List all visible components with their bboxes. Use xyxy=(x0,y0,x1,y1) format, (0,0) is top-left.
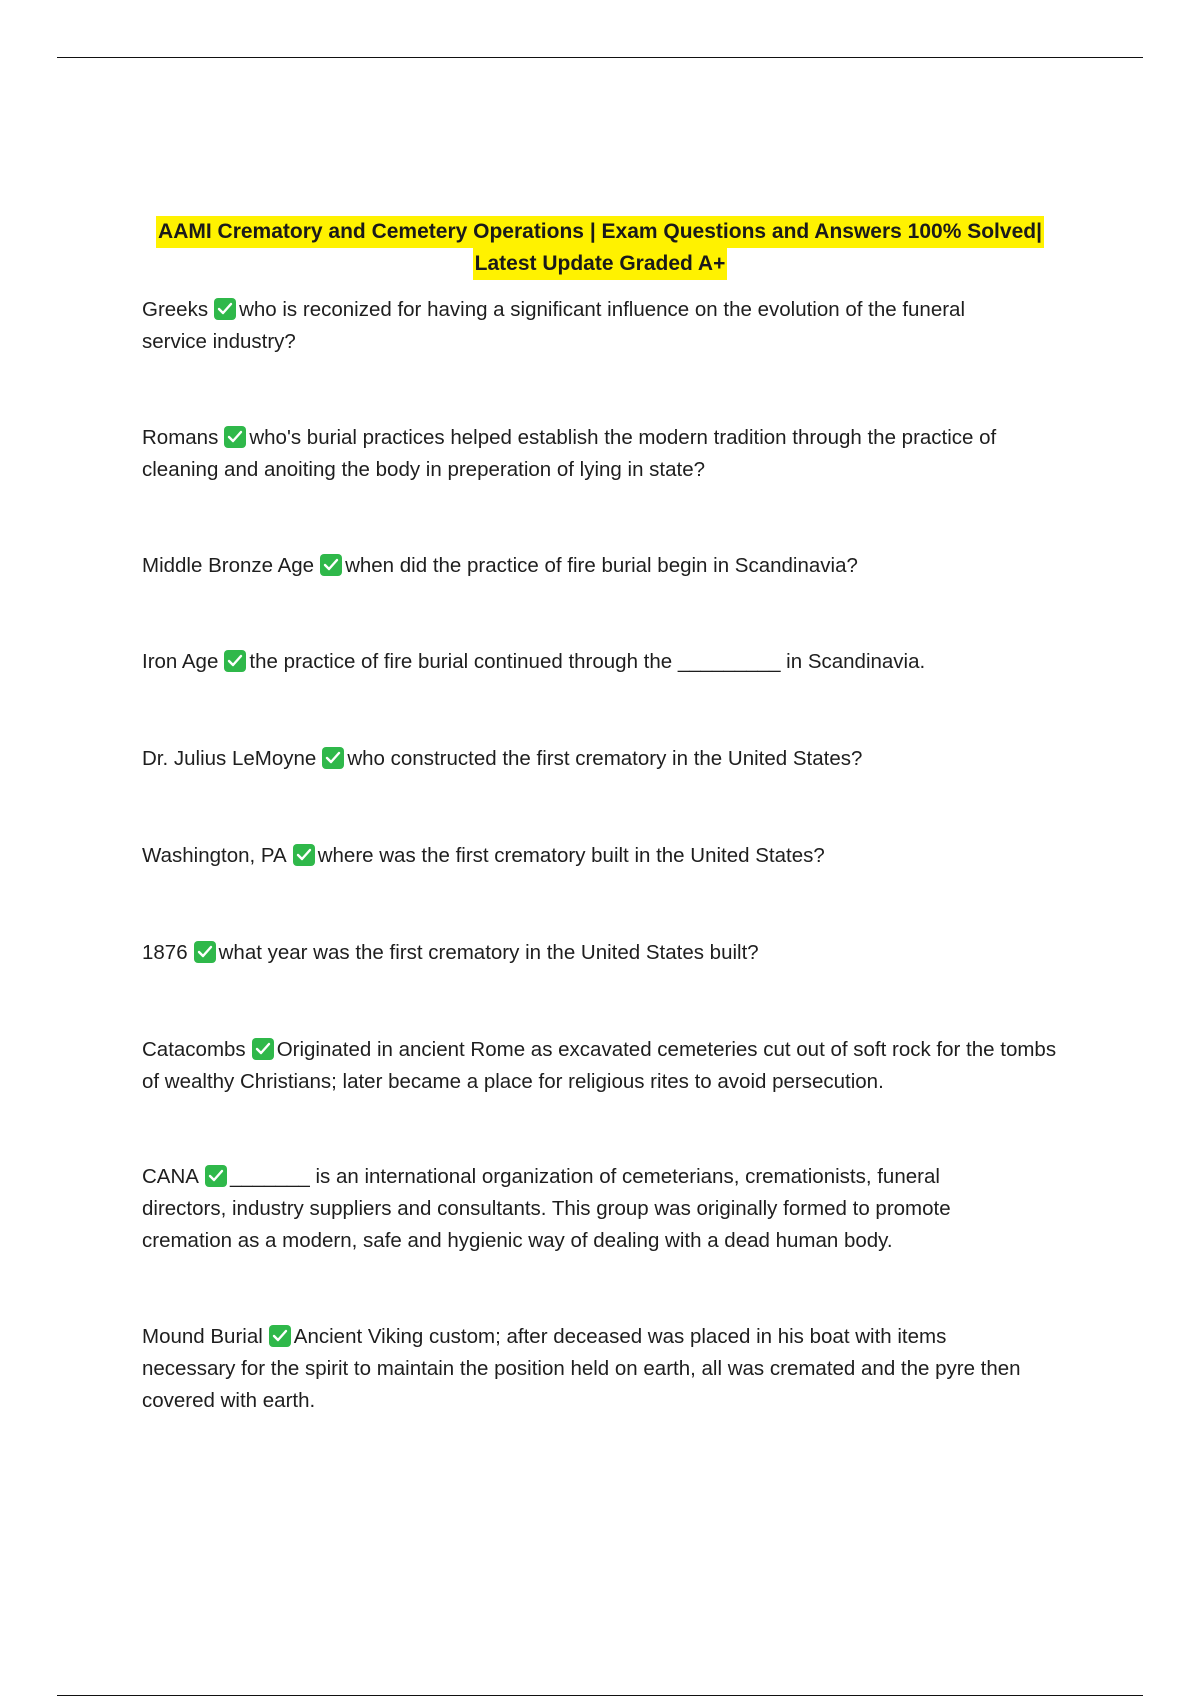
qa-item-mound-burial xyxy=(142,1321,1042,1417)
check-icon xyxy=(194,941,216,963)
top-rule xyxy=(57,57,1143,58)
check-icon xyxy=(322,747,344,769)
qa-item-julius-lemoyne xyxy=(142,743,1072,775)
qa-item-washington-pa xyxy=(142,840,1072,872)
qa-item-cana xyxy=(142,1161,1012,1257)
question-text: what year was the first crematory in the United States built? xyxy=(218,941,759,964)
qa-item-1876 xyxy=(142,937,1072,969)
answer-text: Mound Burial xyxy=(142,1325,263,1348)
question-text: Ancient Viking custom; after deceased was placed in his boat with items necessary for the spirit to maintain the position held on earth, all was cremated and the pyre then covered with earth. xyxy=(142,1325,1021,1412)
answer-text: Romans xyxy=(142,426,219,449)
answer-text: Dr. Julius LeMoyne xyxy=(142,747,317,770)
answer-text: 1876 xyxy=(142,941,188,964)
check-icon xyxy=(293,844,315,866)
answer-text: Middle Bronze Age xyxy=(142,554,315,577)
qa-item-romans xyxy=(142,422,1072,486)
check-icon xyxy=(214,298,236,320)
title-line-1: AAMI Crematory and Cemetery Operations | Exam Questions and Answers 100% Solved| xyxy=(156,216,1044,248)
question-text: _______ is an international organization of cemeterians, cremationists, funeral directors, industry suppliers and consultants. This group was originally formed to promote cremation as a modern, safe and hygienic way of dealing with a dead human body. xyxy=(142,1165,951,1252)
check-icon xyxy=(224,650,246,672)
answer-text: Washington, PA xyxy=(142,844,287,867)
check-icon xyxy=(205,1165,227,1187)
question-text: where was the first crematory built in the United States? xyxy=(317,844,825,867)
answer-text: CANA xyxy=(142,1165,199,1188)
check-icon xyxy=(320,554,342,576)
question-text: the practice of fire burial continued through the _________ in Scandinavia. xyxy=(249,650,926,673)
qa-item-middle-bronze-age xyxy=(142,550,1072,582)
answer-text: Catacombs xyxy=(142,1038,246,1061)
bottom-rule xyxy=(57,1695,1143,1696)
qa-item-iron-age xyxy=(142,646,1072,678)
question-text: when did the practice of fire burial begin in Scandinavia? xyxy=(345,554,858,577)
check-icon xyxy=(252,1038,274,1060)
question-text: Originated in ancient Rome as excavated cemeteries cut out of soft rock for the tombs of wealthy Christians; later became a place for religious rites to avoid persecution. xyxy=(142,1038,1057,1093)
document-title xyxy=(0,216,1200,280)
qa-item-catacombs xyxy=(142,1034,1072,1098)
answer-text: Iron Age xyxy=(142,650,219,673)
qa-item-greeks xyxy=(142,294,1022,358)
check-icon xyxy=(269,1325,291,1347)
check-icon xyxy=(224,426,246,448)
question-text: who is reconized for having a significant influence on the evolution of the funeral service industry? xyxy=(142,298,966,353)
question-text: who's burial practices helped establish the modern tradition through the practice of cleaning and anoiting the body in preperation of lying in state? xyxy=(142,426,997,481)
title-line-2: Latest Update Graded A+ xyxy=(473,248,728,280)
question-text: who constructed the first crematory in the United States? xyxy=(347,747,863,770)
answer-text: Greeks xyxy=(142,298,209,321)
